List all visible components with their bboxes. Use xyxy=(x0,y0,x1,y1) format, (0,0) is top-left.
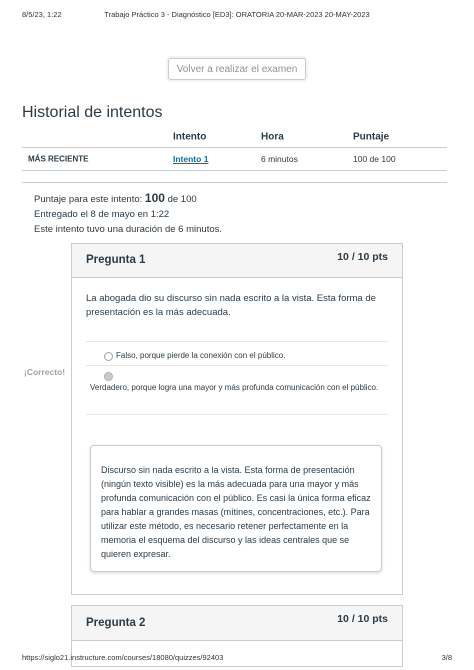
column-header-score: Puntaje xyxy=(353,131,390,143)
question-text: La abogada dio su discurso sin nada escrito a la vista. Esta forma de presentación es la más adecuada. xyxy=(86,293,376,318)
answer-label: Verdadero, porque logra una mayor y más profunda comunicación con el público. xyxy=(90,383,379,392)
correct-indicator: ¡Correcto! xyxy=(24,367,66,377)
attempt-link[interactable]: Intento 1 xyxy=(173,154,209,164)
print-date: 8/5/23, 1:22 xyxy=(22,10,62,19)
radio-button-selected[interactable] xyxy=(104,372,113,381)
score-value: 100 xyxy=(144,191,165,205)
radio-button[interactable] xyxy=(104,352,113,361)
question-points: 10 / 10 pts xyxy=(337,251,388,263)
attempt-history-table xyxy=(22,127,447,171)
question-title: Pregunta 1 xyxy=(86,254,146,266)
score-prefix: Puntaje para este intento: xyxy=(34,194,145,205)
table-header xyxy=(22,127,447,148)
answer-option-selected[interactable] xyxy=(86,365,388,415)
column-header-attempt: Intento xyxy=(173,131,207,143)
section-divider xyxy=(22,182,447,183)
explanation-text: Discurso sin nada escrito a la vista. Esta forma de presentación (ningún texto visible) es la más adecuada para una mayor y más profunda comunicación con el público. Es casi la única forma eficaz para hablar a grandes masas (mítines, concentraciones, etc.). Para utilizar este método, es necesario retener perfectamente en la memoria el esquema del discurso y las ideas centrales que se quieren expresar. xyxy=(101,465,371,559)
attempt-score: 100 de 100 xyxy=(353,154,396,164)
score-suffix: de 100 xyxy=(164,194,197,205)
print-header xyxy=(22,10,452,24)
print-title: Trabajo Práctico 3 - Diagnóstico [ED3]: ORATORIA 20-MAR-2023 20-MAY-2023 xyxy=(104,10,370,19)
question-title: Pregunta 2 xyxy=(86,617,146,629)
question-points: 10 / 10 pts xyxy=(337,613,388,625)
submitted-text: Entregado el 8 de mayo en 1:22 xyxy=(34,209,170,220)
print-url: https://siglo21.instructure.com/courses/18080/quizzes/92403 xyxy=(22,653,224,662)
answer-label: Falso, porque pierde la conexión con el público. xyxy=(116,351,286,360)
attempt-history-title: Historial de intentos xyxy=(22,104,163,121)
attempt-time: 6 minutos xyxy=(261,154,298,164)
retake-quiz-button[interactable]: Volver a realizar el examen xyxy=(168,58,306,80)
answer-explanation xyxy=(90,445,382,572)
column-header-time: Hora xyxy=(261,131,284,143)
table-row xyxy=(22,148,447,171)
question-header xyxy=(72,244,402,278)
attempt-summary xyxy=(34,191,222,237)
question-header xyxy=(72,606,402,641)
duration-text: Este intento tuvo una duración de 6 minutos. xyxy=(34,224,223,235)
row-label: MÁS RECIENTE xyxy=(28,154,89,164)
score-line xyxy=(34,191,222,207)
page-number: 3/8 xyxy=(441,653,452,662)
